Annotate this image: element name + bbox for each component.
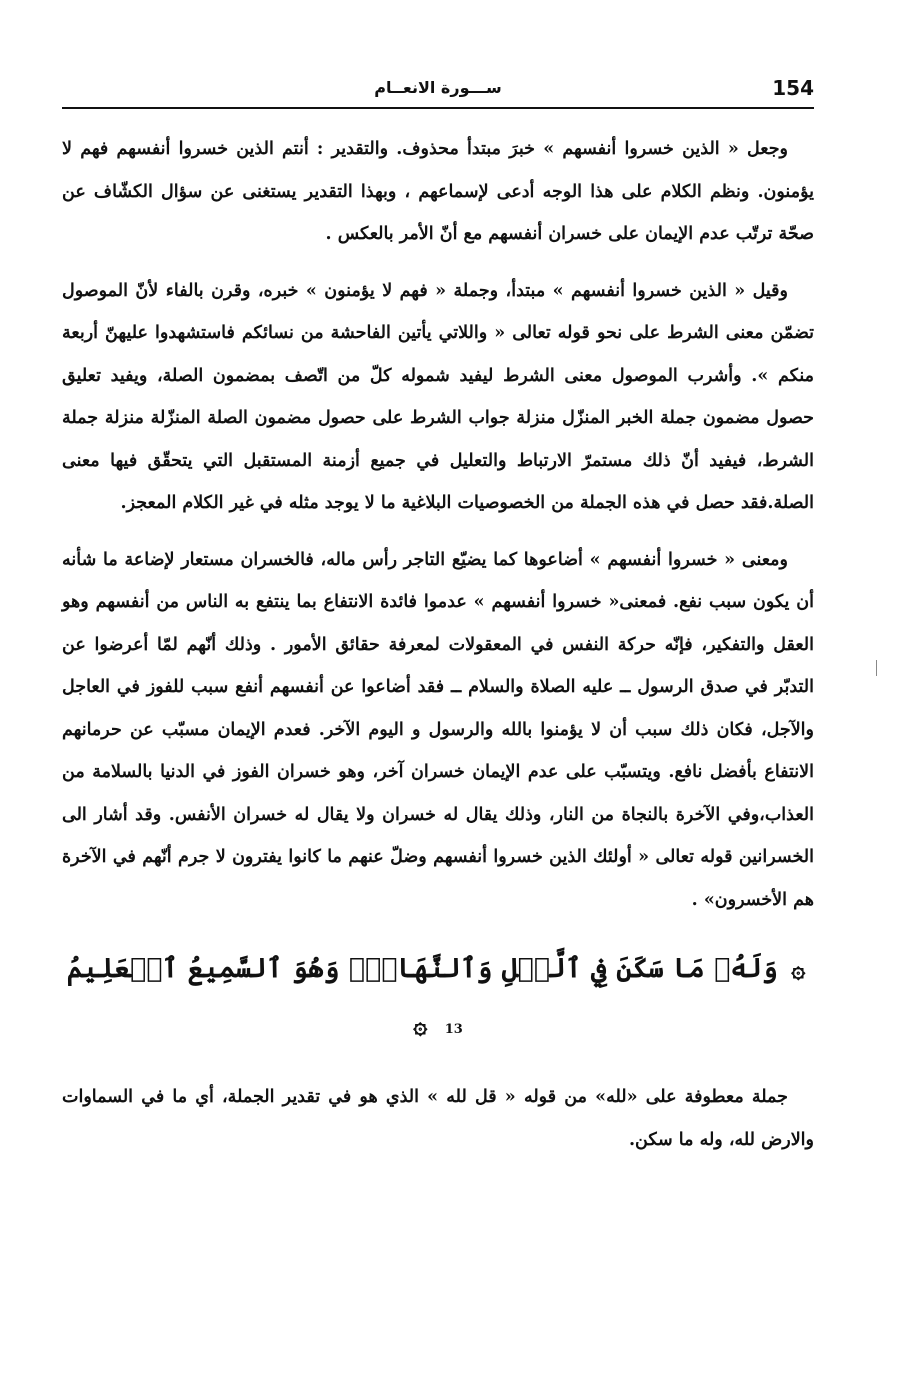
verse-text: وَلَهُۥ مَا سَكَنَ فِي ٱلَّيۡلِ وَٱلنَّهَارِۚ وَهُوَ ٱلسَّمِيعُ ٱلۡعَلِيمُ [66, 953, 778, 984]
running-title: ســـورة الانعــام [374, 78, 502, 97]
paragraph-1: وجعل « الذين خسروا أنفسهم » خبرَ مبتدأ محذوف. والتقدير : أنتم الذين خسروا أنفسهم فهم لا يؤمنون. ونظم الكلام على هذا الوجه أدعى لإسماعهم ، وبهذا التقدير يستغنى عن سؤال الكشّاف عن صحّة ترتّب عدم الإيمان على خسران أنفسهم مع أنّ الأمر بالعكس . [62, 139, 814, 244]
paragraph-3: ومعنى « خسروا أنفسهم » أضاعوها كما يضيّع التاجر رأس ماله، فالخسران مستعار لإضاعة ما شأنه أن يكون سبب نفع. فمعنى« خسروا أنفسهم » عدموا فائدة الانتفاع بما ينتفع به الناس من أنفسهم وهو العقل والتفكير، فإنّه حركة النفس في المعقولات لمعرفة حقائق الأمور . وذلك أنّهم لمّا أعرضوا عن التدبّر في صدق الرسول ــ عليه الصلاة والسلام ــ فقد أضاعوا عن أنفسهم أنفع سبب للفوز في العاجل والآجل، فكان ذلك سبب أن لا يؤمنوا بالله والرسول و اليوم الآخر. فعدم الإيمان مسبّب عن حرمانهم الانتفاع بأفضل نافع. ويتسبّب على عدم الإيمان خسران آخر، وهو خسران الفوز في الدنيا بالسلامة من العذاب،وفي الآخرة بالنجاة من النار، وذلك يقال له خسران ولا يقال له خسران الأنفس. وقد أشار الى الخسرانين قوله تعالى « أولئك الذين خسروا أنفسهم وضلّ عنهم ما كانوا يفترون لا جرم أنّهم في الآخرة هم الأخسرون» . [62, 549, 814, 910]
verse-number: 13 [444, 1022, 463, 1037]
page-header [62, 72, 814, 106]
quran-verse [62, 941, 814, 1058]
page-number: 154 [772, 76, 814, 100]
margin-scan-mark [876, 660, 877, 676]
paragraph-2: وقيل « الذين خسروا أنفسهم » مبتدأ، وجملة « فهم لا يؤمنون » خبره، وقرن بالفاء لأنّ الموصول تضمّن معنى الشرط على نحو قوله تعالى « واللاتي يأتين الفاحشة من نسائكم فاستشهدوا عليهنّ أربعة منكم ». وأشرب الموصول معنى الشرط ليفيد شموله كلّ من اتّصف بمضمون الصلة، ويفيد تعليق حصول مضمون جملة الخبر المنزّل منزلة جواب الشرط على حصول مضمون الصلة المنزّلة منزلة جملة الشرط، فيفيد أنّ ذلك مستمرّ الارتباط والتعليل في جميع أزمنة المستقبل التي يتحقّق فيها معنى الصلة.فقد حصل في هذه الجملة من الخصوصيات البلاغية ما لا يوجد مثله في غير الكلام المعجز. [62, 280, 814, 513]
closing-paragraph: جملة معطوفة على «لله» من قوله « قل لله » الذي هو في تقدير الجملة، أي ما في السماوات والارض لله، وله ما سكن. [62, 1087, 814, 1150]
verse-ornament-open-icon: ۞ [791, 954, 806, 983]
header-rule [62, 107, 814, 109]
body-text [62, 128, 814, 1175]
verse-ornament-close-icon: ۞ [413, 1010, 428, 1039]
